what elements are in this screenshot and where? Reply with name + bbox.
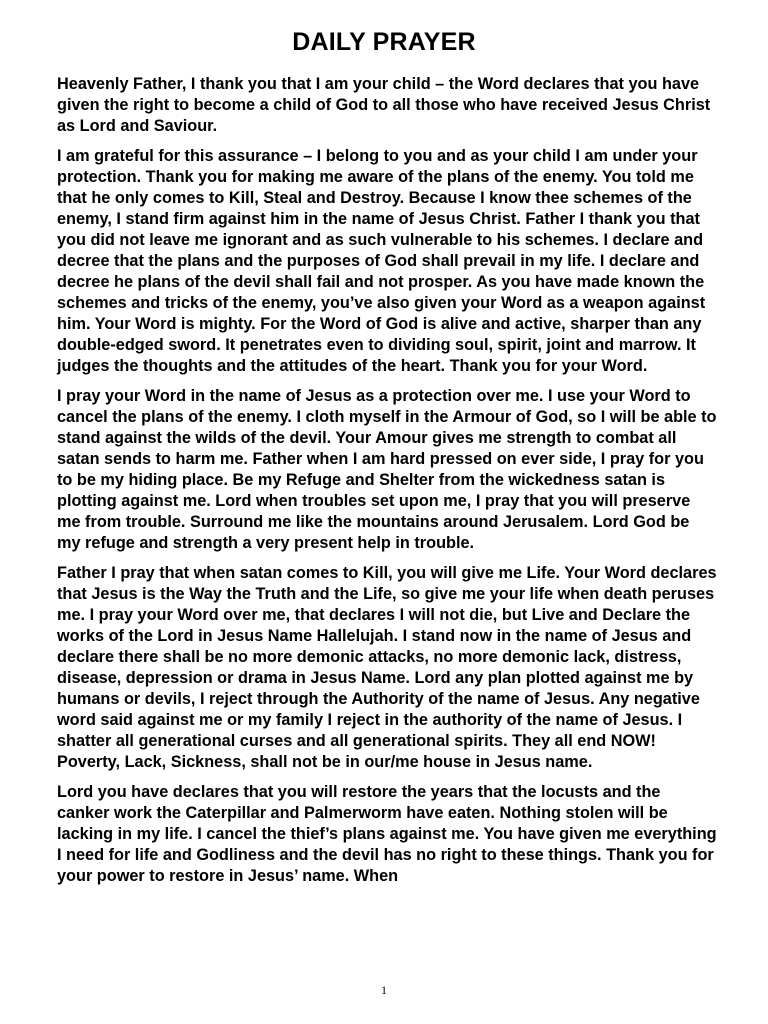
paragraph-2: I am grateful for this assurance – I belong to you and as your child I am under your protection. Thank you for making me aware of the plans of the enemy. You told me that he only comes to Kill, Steal and Destroy. Because I know thee schemes of the enemy, I stand firm against him in the name of Jesus Christ. Father I thank you that you did not leave me ignorant and as such vulnerable to his schemes. I declare and decree that the plans and the purposes of God shall prevail in my life. I declare and decree he plans of the devil shall fail and not prosper. As you have made known the schemes and tricks of the enemy, you’ve also given your Word as a weapon against him. Your Word is mighty. For the Word of God is alive and active, sharper than any double-edged sword. It penetrates even to dividing soul, spirit, joint and marrow. It judges the thoughts and the attitudes of the heart. Thank you for your Word.: [57, 147, 706, 375]
paragraph-3: I pray your Word in the name of Jesus as a protection over me. I use your Word to cancel the plans of the enemy. I cloth myself in the Armour of God, so I will be able to stand against the wilds of the devil. Your Amour gives me strength to combat all satan sends to harm me. Father when I am hard pressed on ever side, I pray for you to be my hiding place. Be my Refuge and Shelter from the wickedness satan is plotting against me. Lord when troubles set upon me, I pray that you will preserve me from trouble. Surround me like the mountains around Jerusalem. Lord God be my refuge and strength a very present help in trouble.: [57, 387, 717, 552]
paragraph-5: Lord you have declares that you will restore the years that the locusts and the canker work the Caterpillar and Palmerworm have eaten. Nothing stolen will be lacking in my life. I cancel the thief’s plans against me. You have given me everything I need for life and Godliness and the devil has no right to these things. Thank you for your power to restore in Jesus’ name. When: [57, 783, 717, 885]
page-title: DAILY PRAYER: [292, 28, 476, 56]
paragraph-1: Heavenly Father, I thank you that I am your child – the Word declares that you have given the right to become a child of God to all those who have received Jesus Christ as Lord and Saviour.: [57, 75, 711, 135]
prayer-body: [57, 74, 717, 896]
paragraph-4: Father I pray that when satan comes to Kill, you will give me Life. Your Word declares that Jesus is the Way the Truth and the Life, so give me your life when death peruses me. I pray your Word over me, that declares I will not die, but Live and Declare the works of the Lord in Jesus Name Hallelujah. I stand now in the name of Jesus and declare there shall be no more demonic attacks, no more demonic lack, distress, disease, depression or drama in Jesus Name. Lord any plan plotted against me by humans or devils, I reject through the Authority of the name of Jesus. Any negative word said against me or my family I reject in the authority of the name of Jesus. I shatter all generational curses and all generational spirits. They all end NOW! Poverty, Lack, Sickness, shall not be in our/me house in Jesus name.: [57, 564, 717, 771]
page-number: 1: [381, 983, 387, 997]
